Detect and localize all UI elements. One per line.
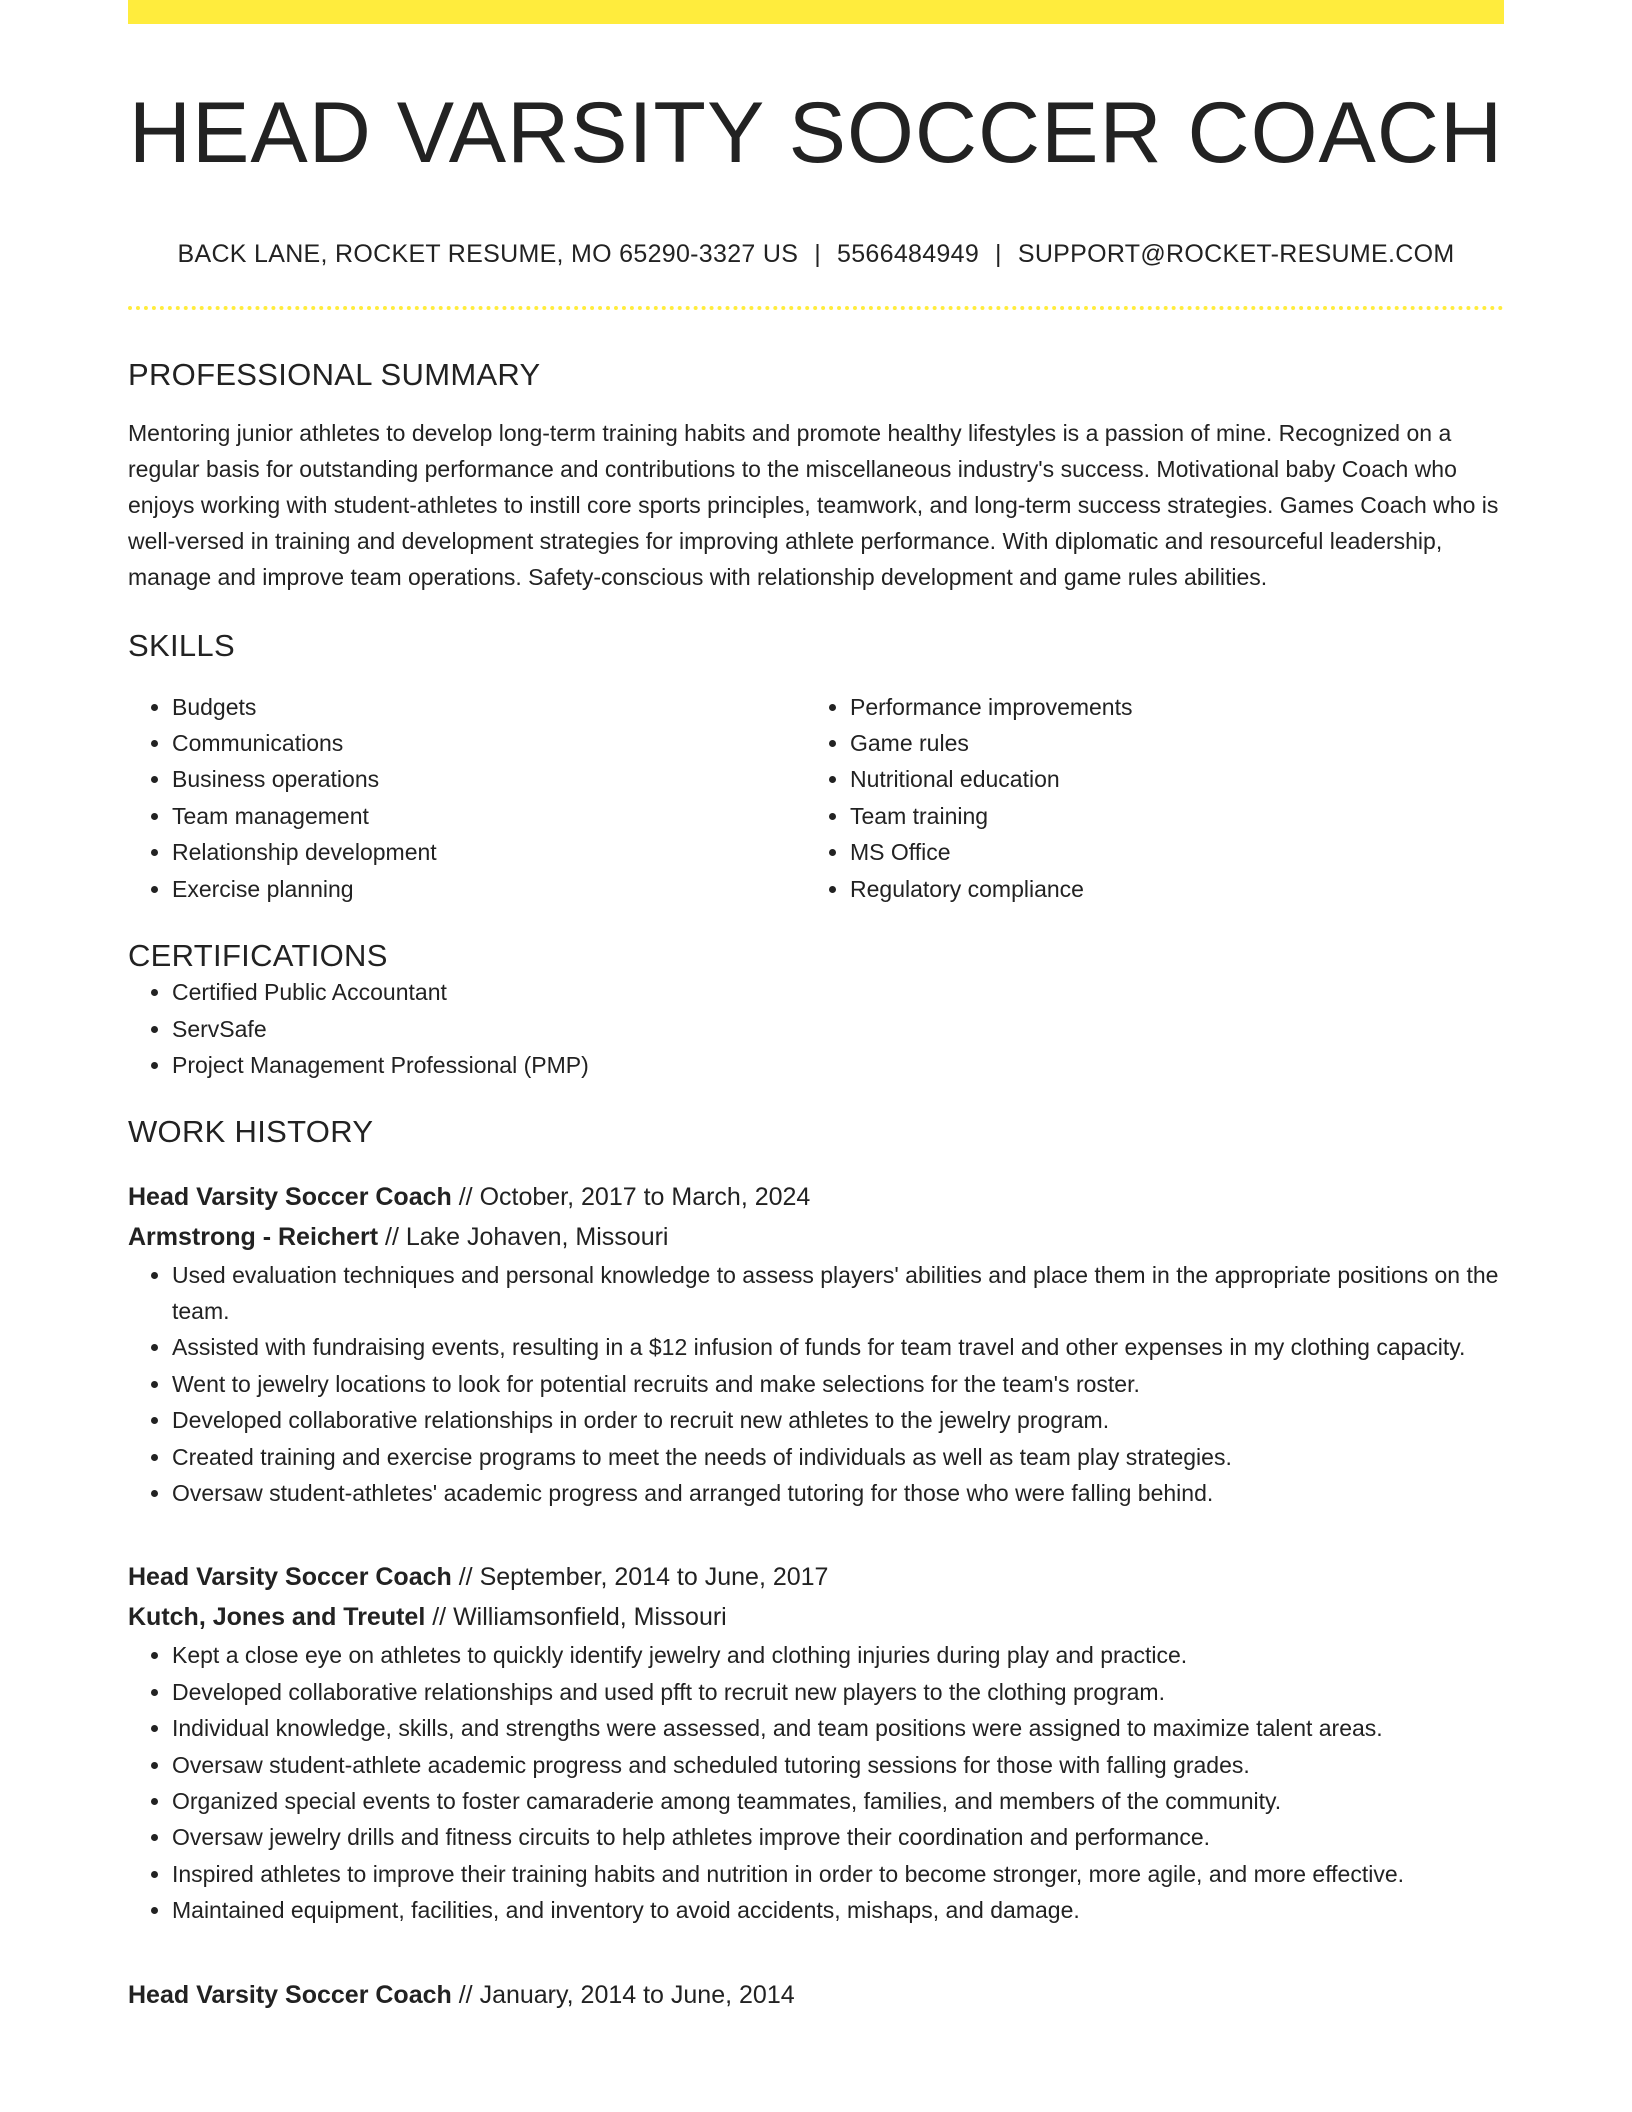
job-entry (128, 1177, 1504, 1512)
skill-item: • MS Office (850, 834, 1484, 870)
contact-address: BACK LANE, ROCKET RESUME, MO 65290-3327 US (177, 240, 799, 269)
job-bullet: • Assisted with fundraising events, resulting in a $12 infusion of funds for team travel and other expenses in my clothing capacity. (172, 1329, 1504, 1365)
dotted-divider (128, 306, 1504, 310)
job-company-line (128, 1217, 1504, 1257)
job-bullet: • Kept a close eye on athletes to quickly identify jewelry and clothing injuries during play and practice. (172, 1637, 1504, 1673)
job-bullet: • Developed collaborative relationships and used pfft to recruit new players to the clothing program. (172, 1674, 1504, 1710)
job-dates: // January, 2014 to June, 2014 (458, 1980, 795, 2009)
contact-separator: | (814, 240, 821, 269)
job-bullets (128, 1257, 1504, 1512)
job-title-line (128, 1177, 1504, 1217)
skill-item: • Exercise planning (172, 871, 806, 907)
skills-heading: SKILLS (128, 628, 235, 664)
job-bullet: • Maintained equipment, facilities, and inventory to avoid accidents, mishaps, and damage. (172, 1892, 1504, 1928)
certification-item: • Project Management Professional (PMP) (172, 1047, 1504, 1083)
job-title: Head Varsity Soccer Coach (128, 1980, 452, 2009)
skill-item: • Regulatory compliance (850, 871, 1484, 907)
certification-item: • Certified Public Accountant (172, 974, 1504, 1010)
job-entry (128, 1557, 1504, 1928)
job-bullet: • Inspired athletes to improve their training habits and nutrition in order to become stronger, more agile, and more effective. (172, 1856, 1504, 1892)
job-location: // Williamsonfield, Missouri (432, 1603, 727, 1632)
job-bullet: • Organized special events to foster camaraderie among teammates, families, and members of the community. (172, 1783, 1504, 1819)
skill-item: • Relationship development (172, 834, 806, 870)
job-location: // Lake Johaven, Missouri (385, 1222, 669, 1251)
job-dates: // September, 2014 to June, 2017 (458, 1563, 829, 1592)
job-dates: // October, 2017 to March, 2024 (458, 1182, 811, 1211)
certifications-heading: CERTIFICATIONS (128, 938, 388, 973)
resume-name: HEAD VARSITY SOCCER COACH (128, 85, 1504, 181)
contact-separator: | (995, 240, 1002, 269)
job-title-line (128, 1557, 1504, 1597)
job-bullet: • Used evaluation techniques and personal knowledge to assess players' abilities and place them in the appropriate positions on the team. (172, 1257, 1504, 1330)
summary-heading: PROFESSIONAL SUMMARY (128, 357, 541, 393)
job-bullet: • Created training and exercise programs to meet the needs of individuals as well as team play strategies. (172, 1439, 1504, 1475)
job-bullet: • Went to jewelry locations to look for potential recruits and make selections for the team's roster. (172, 1366, 1504, 1402)
skill-item: • Team training (850, 798, 1484, 834)
certifications-list (128, 974, 1504, 1083)
job-title: Head Varsity Soccer Coach (128, 1563, 452, 1592)
resume-page (128, 0, 1504, 2015)
job-company: Kutch, Jones and Treutel (128, 1603, 426, 1632)
contact-email: SUPPORT@ROCKET-RESUME.COM (1017, 240, 1455, 269)
skill-item: • Performance improvements (850, 689, 1484, 725)
skill-item: • Game rules (850, 725, 1484, 761)
job-company: Armstrong - Reichert (128, 1222, 379, 1251)
job-title-line (128, 1975, 1504, 2015)
skill-item: • Nutritional education (850, 761, 1484, 797)
certification-item: • ServSafe (172, 1011, 1504, 1047)
job-bullet: • Developed collaborative relationships in order to recruit new athletes to the jewelry program. (172, 1402, 1504, 1438)
job-bullet: • Oversaw student-athletes' academic progress and arranged tutoring for those who were falling behind. (172, 1475, 1504, 1511)
work-history-list (128, 1177, 1504, 2015)
skills-column-left (128, 689, 806, 907)
job-bullet: • Oversaw student-athlete academic progress and scheduled tutoring sessions for those with falling grades. (172, 1747, 1504, 1783)
job-entry (128, 1975, 1504, 2015)
job-title: Head Varsity Soccer Coach (128, 1182, 452, 1211)
job-bullet: • Oversaw jewelry drills and fitness circuits to help athletes improve their coordination and performance. (172, 1819, 1504, 1855)
job-bullets (128, 1637, 1504, 1928)
job-bullet: • Individual knowledge, skills, and strengths were assessed, and team positions were assigned to maximize talent areas. (172, 1710, 1504, 1746)
summary-text: Mentoring junior athletes to develop long-term training habits and promote healthy lifestyles is a passion of mine. Recognized on a regular basis for outstanding performance and contributions to the miscellaneous industry's success. Motivational baby Coach who enjoys working with student-athletes to instill core sports principles, teamwork, and long-term success strategies. Games Coach who is well-versed in training and development strategies for improving athlete performance. With diplomatic and resourceful leadership, manage and improve team operations. Safety-conscious with relationship development and game rules abilities. (128, 420, 1499, 591)
skill-item: • Team management (172, 798, 806, 834)
contact-line (128, 239, 1504, 269)
accent-top-bar (128, 0, 1504, 24)
work-history-heading: WORK HISTORY (128, 1114, 374, 1150)
skill-item: • Business operations (172, 761, 806, 797)
job-company-line (128, 1597, 1504, 1637)
skills-list (128, 689, 1504, 907)
contact-phone: 5566484949 (837, 240, 980, 269)
skills-column-right (806, 689, 1484, 907)
skill-item: • Budgets (172, 689, 806, 725)
skill-item: • Communications (172, 725, 806, 761)
